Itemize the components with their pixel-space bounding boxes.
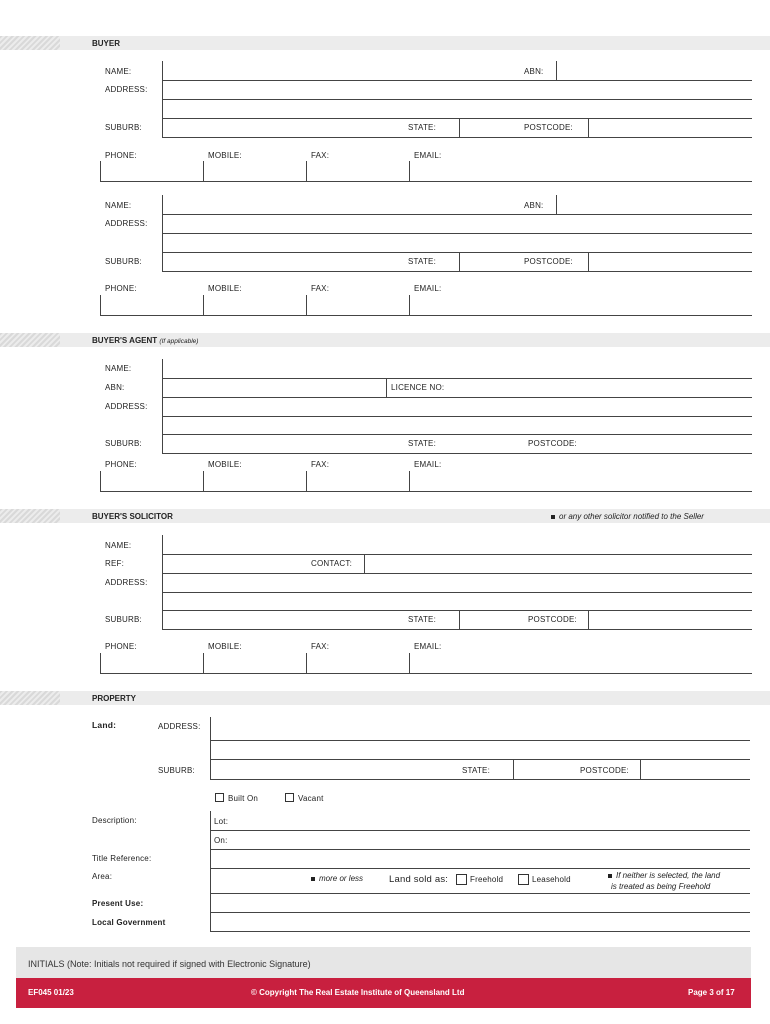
postcode-label: POSTCODE: bbox=[528, 439, 577, 448]
buyer-2-email-field[interactable] bbox=[410, 296, 751, 314]
page-number: Page 3 of 17 bbox=[688, 988, 735, 997]
agent-licence-field[interactable] bbox=[455, 379, 751, 396]
mobile-label: MOBILE: bbox=[208, 284, 242, 293]
form-code: EF045 01/23 bbox=[28, 988, 74, 997]
phone-label: PHONE: bbox=[105, 151, 137, 160]
suburb-label: SUBURB: bbox=[105, 439, 142, 448]
email-label: EMAIL: bbox=[414, 284, 442, 293]
on-field[interactable] bbox=[232, 831, 748, 848]
leasehold-label: Leasehold bbox=[532, 875, 571, 884]
agent-suburb-field[interactable] bbox=[163, 435, 403, 452]
solicitor-mobile-field[interactable] bbox=[204, 654, 305, 672]
address-label: ADDRESS: bbox=[105, 219, 148, 228]
name-label: NAME: bbox=[105, 67, 132, 76]
field-line bbox=[100, 673, 752, 674]
bullet-icon bbox=[551, 515, 555, 519]
name-label: NAME: bbox=[105, 541, 132, 550]
buyer-1-mobile-field[interactable] bbox=[204, 162, 305, 180]
fax-label: FAX: bbox=[311, 151, 330, 160]
initials-note: INITIALS (Note: Initials not required if signed with Electronic Signature) bbox=[28, 959, 311, 969]
buyers-agent-title: BUYER'S AGENT bbox=[92, 336, 158, 345]
postcode-label: POSTCODE: bbox=[524, 257, 573, 266]
field-line bbox=[210, 740, 750, 741]
buyer-2-fax-field[interactable] bbox=[307, 296, 408, 314]
land-address-field[interactable] bbox=[211, 718, 748, 758]
solicitor-note-text: or any other solicitor notified to the Seller bbox=[559, 512, 704, 521]
bullet-icon bbox=[311, 877, 315, 881]
field-line bbox=[162, 629, 752, 630]
solicitor-email-field[interactable] bbox=[410, 654, 751, 672]
address-label: ADDRESS: bbox=[158, 722, 201, 731]
field-line bbox=[210, 779, 750, 780]
agent-mobile-field[interactable] bbox=[204, 472, 305, 490]
field-line bbox=[162, 592, 752, 593]
freehold-note-line-2: is treated as being Freehold bbox=[611, 882, 711, 891]
lot-field[interactable] bbox=[232, 812, 748, 829]
leasehold-checkbox[interactable] bbox=[518, 874, 529, 885]
suburb-label: SUBURB: bbox=[158, 766, 195, 775]
buyers-agent-section-title bbox=[92, 336, 198, 345]
buyer-2-postcode-field[interactable] bbox=[589, 253, 751, 270]
land-sold-as-label: Land sold as: bbox=[389, 874, 449, 885]
field-line bbox=[210, 931, 750, 932]
field-line bbox=[162, 137, 752, 138]
state-label: STATE: bbox=[408, 257, 437, 266]
title-reference-field[interactable] bbox=[211, 850, 748, 867]
present-use-label: Present Use: bbox=[92, 899, 144, 908]
buyer-1-phone-field[interactable] bbox=[101, 162, 202, 180]
email-label: EMAIL: bbox=[414, 642, 442, 651]
phone-label: PHONE: bbox=[105, 284, 137, 293]
local-government-field[interactable] bbox=[211, 913, 748, 930]
email-label: EMAIL: bbox=[414, 151, 442, 160]
initials-bar bbox=[16, 947, 751, 978]
solicitor-name-field[interactable] bbox=[163, 536, 751, 553]
divider bbox=[386, 378, 387, 397]
mobile-label: MOBILE: bbox=[208, 642, 242, 651]
postcode-label: POSTCODE: bbox=[580, 766, 629, 775]
field-line bbox=[210, 759, 750, 760]
buyer-1-suburb-field[interactable] bbox=[163, 119, 403, 136]
land-postcode-field[interactable] bbox=[641, 761, 748, 778]
buyer-2-suburb-field[interactable] bbox=[163, 253, 403, 270]
abn-label: ABN: bbox=[105, 383, 125, 392]
fax-label: FAX: bbox=[311, 284, 330, 293]
field-line bbox=[100, 315, 752, 316]
field-line bbox=[162, 99, 752, 100]
description-label: Description: bbox=[92, 816, 137, 825]
agent-fax-field[interactable] bbox=[307, 472, 408, 490]
solicitor-contact-field[interactable] bbox=[365, 555, 751, 572]
buyer-2-mobile-field[interactable] bbox=[204, 296, 305, 314]
footer-bar bbox=[16, 978, 751, 1008]
buyer-header-stripe bbox=[0, 36, 60, 50]
area-label: Area: bbox=[92, 872, 113, 881]
freehold-default-note bbox=[608, 871, 720, 880]
agent-phone-field[interactable] bbox=[101, 472, 202, 490]
freehold-label: Freehold bbox=[470, 875, 504, 884]
buyer-2-abn-field[interactable] bbox=[557, 196, 750, 213]
built-on-label: Built On bbox=[228, 794, 259, 803]
solicitor-phone-field[interactable] bbox=[101, 654, 202, 672]
buyer-1-abn-field[interactable] bbox=[557, 62, 750, 79]
freehold-checkbox[interactable] bbox=[456, 874, 467, 885]
state-label: STATE: bbox=[462, 766, 491, 775]
copyright-text: © Copyright The Real Estate Institute of Queensland Ltd bbox=[251, 988, 465, 997]
more-or-less-note bbox=[311, 874, 363, 883]
field-line bbox=[100, 491, 752, 492]
area-field[interactable] bbox=[211, 869, 306, 892]
agent-state-field[interactable] bbox=[446, 435, 524, 452]
vacant-label: Vacant bbox=[298, 794, 324, 803]
field-line bbox=[100, 181, 752, 182]
land-label: Land: bbox=[92, 720, 117, 730]
name-label: NAME: bbox=[105, 364, 132, 373]
field-line bbox=[162, 416, 752, 417]
agent-abn-field[interactable] bbox=[163, 379, 385, 396]
solicitor-suburb-field[interactable] bbox=[163, 611, 403, 628]
more-or-less-text: more or less bbox=[319, 874, 364, 883]
property-header-stripe bbox=[0, 691, 60, 705]
postcode-label: POSTCODE: bbox=[528, 615, 577, 624]
phone-label: PHONE: bbox=[105, 460, 137, 469]
solicitor-postcode-field[interactable] bbox=[589, 611, 751, 628]
address-label: ADDRESS: bbox=[105, 402, 148, 411]
postcode-label: POSTCODE: bbox=[524, 123, 573, 132]
solicitor-note bbox=[551, 512, 704, 521]
suburb-label: SUBURB: bbox=[105, 123, 142, 132]
built-on-checkbox[interactable] bbox=[215, 793, 224, 802]
suburb-label: SUBURB: bbox=[105, 615, 142, 624]
abn-label: ABN: bbox=[524, 201, 544, 210]
licence-label: LICENCE NO: bbox=[391, 383, 445, 392]
buyers-solicitor-section-title: BUYER'S SOLICITOR bbox=[92, 512, 173, 521]
buyer-1-fax-field[interactable] bbox=[307, 162, 408, 180]
buyer-1-name-field[interactable] bbox=[163, 62, 555, 79]
phone-label: PHONE: bbox=[105, 642, 137, 651]
mobile-label: MOBILE: bbox=[208, 460, 242, 469]
solicitor-ref-field[interactable] bbox=[163, 555, 305, 572]
agent-postcode-field[interactable] bbox=[585, 435, 751, 452]
on-label: On: bbox=[214, 836, 228, 845]
contact-label: CONTACT: bbox=[311, 559, 353, 568]
buyers-agent-header-stripe bbox=[0, 333, 60, 347]
state-label: STATE: bbox=[408, 123, 437, 132]
vacant-checkbox[interactable] bbox=[285, 793, 294, 802]
state-label: STATE: bbox=[408, 439, 437, 448]
bullet-icon bbox=[608, 874, 612, 878]
buyers-agent-subtitle: (If applicable) bbox=[159, 338, 199, 345]
buyer-1-email-field[interactable] bbox=[410, 162, 751, 180]
local-government-label: Local Government bbox=[92, 918, 166, 927]
suburb-label: SUBURB: bbox=[105, 257, 142, 266]
address-label: ADDRESS: bbox=[105, 85, 148, 94]
abn-label: ABN: bbox=[524, 67, 544, 76]
land-state-field[interactable] bbox=[514, 761, 576, 778]
agent-email-field[interactable] bbox=[410, 472, 751, 490]
title-reference-label: Title Reference: bbox=[92, 854, 152, 863]
solicitor-state-field[interactable] bbox=[460, 611, 524, 628]
field-line bbox=[162, 453, 752, 454]
email-label: EMAIL: bbox=[414, 460, 442, 469]
buyer-1-state-field[interactable] bbox=[460, 119, 520, 136]
field-line bbox=[162, 233, 752, 234]
freehold-note-line-1: If neither is selected, the land bbox=[616, 871, 721, 880]
fax-label: FAX: bbox=[311, 460, 330, 469]
buyer-2-phone-field[interactable] bbox=[101, 296, 202, 314]
agent-name-field[interactable] bbox=[163, 360, 751, 377]
field-line bbox=[162, 271, 752, 272]
lot-label: Lot: bbox=[214, 817, 229, 826]
fax-label: FAX: bbox=[311, 642, 330, 651]
buyer-2-state-field[interactable] bbox=[460, 253, 520, 270]
property-section-title: PROPERTY bbox=[92, 694, 137, 703]
buyer-1-postcode-field[interactable] bbox=[589, 119, 751, 136]
present-use-field[interactable] bbox=[211, 894, 748, 911]
mobile-label: MOBILE: bbox=[208, 151, 242, 160]
buyer-2-name-field[interactable] bbox=[163, 196, 555, 213]
buyers-solicitor-header-stripe bbox=[0, 509, 60, 523]
ref-label: REF: bbox=[105, 559, 125, 568]
land-suburb-field[interactable] bbox=[211, 761, 456, 778]
state-label: STATE: bbox=[408, 615, 437, 624]
buyer-section-title: BUYER bbox=[92, 39, 121, 48]
address-label: ADDRESS: bbox=[105, 578, 148, 587]
solicitor-fax-field[interactable] bbox=[307, 654, 408, 672]
name-label: NAME: bbox=[105, 201, 132, 210]
